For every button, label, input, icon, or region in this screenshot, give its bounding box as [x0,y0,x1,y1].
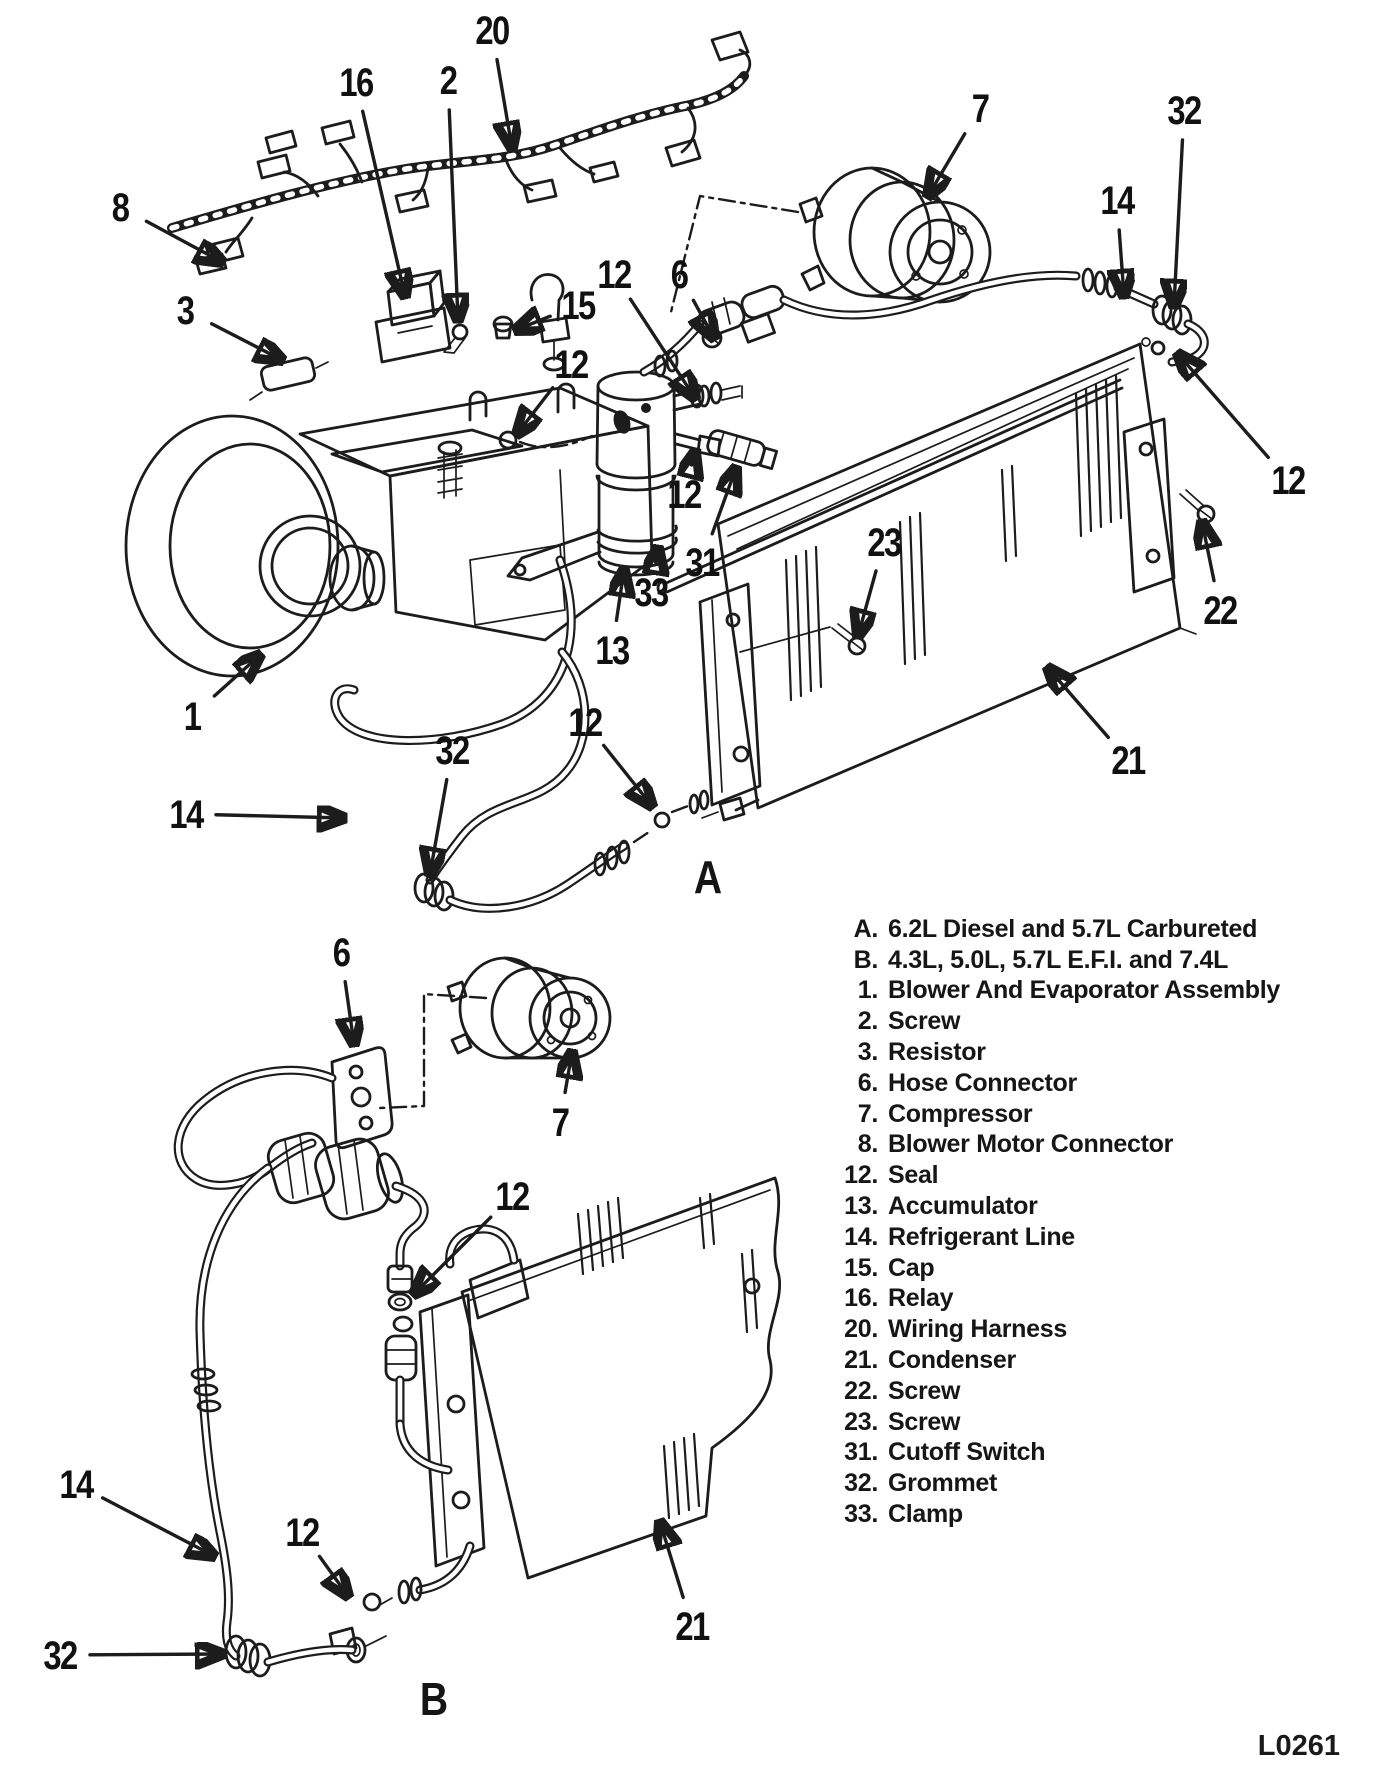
callout-12-label: 12 [554,341,588,387]
callout-12 [285,1510,348,1596]
legend-item-20 [788,1314,1280,1345]
callout-12-label: 12 [597,251,631,297]
legend-item-7 [788,1099,1280,1130]
callout-8-label: 8 [111,184,129,230]
callout-2-arrow [449,110,458,320]
legend-item-23 [788,1407,1280,1438]
legend-item-number: 33. [844,1500,878,1529]
callout-14-arrow [103,1498,214,1556]
figure-code: L0261 [1257,1730,1340,1762]
legend-item-number: 14. [844,1222,878,1251]
callout-21-arrow [660,1522,683,1597]
callout-12-arrow [692,452,695,465]
legend-item-label: Condenser [888,1346,1016,1375]
legend-item-12 [788,1160,1280,1191]
legend-item-number: 13. [844,1192,878,1221]
lower-line-a-drawing [415,652,708,910]
section-label-a: A [693,851,723,903]
legend-item-15 [788,1253,1280,1284]
callout-1-label: 1 [183,693,201,739]
callout-12-arrow [604,745,652,806]
screw-22-drawing [1180,490,1214,522]
compressor-b-drawing [380,958,610,1108]
callout-6 [671,252,714,338]
legend-item-number: 21. [844,1346,878,1375]
legend-item-number: 3. [857,1038,878,1067]
callout-3 [177,288,282,360]
stud-spring-drawing [438,442,462,498]
legend-item-label: Cap [888,1253,935,1282]
callout-12-label: 12 [1271,457,1305,503]
legend-item-label: Accumulator [888,1192,1038,1221]
legend-item-6 [788,1068,1280,1099]
legend-item-label: Screw [888,1007,961,1036]
callout-14-label: 14 [59,1461,93,1507]
legend-item-21 [788,1345,1280,1376]
callout-12 [517,342,588,434]
callout-32 [43,1633,222,1678]
legend-item-label: Refrigerant Line [888,1222,1075,1251]
callout-31-arrow [712,468,736,534]
callout-6-label: 6 [670,251,688,297]
legend-item-label: Compressor [888,1099,1033,1128]
callout-15-label: 15 [561,282,595,328]
callout-12 [1178,354,1305,503]
legend-item-label: Grommet [888,1469,998,1498]
callout-6 [333,930,354,1044]
callout-12-label: 12 [568,699,602,745]
legend-item-label: Resistor [888,1038,986,1067]
callout-14 [59,1462,214,1556]
callout-13-arrow [616,570,624,620]
callout-20 [475,8,512,148]
callout-7-arrow [928,134,965,196]
callout-7-label: 7 [551,1099,569,1145]
callout-3-arrow [212,324,282,360]
callout-12-arrow [414,1217,491,1294]
callout-14-label: 14 [169,791,203,837]
legend-item-number: 23. [844,1407,878,1436]
legend-item-14 [788,1222,1280,1253]
section-label-b: B [419,1673,449,1725]
legend-item-label: Clamp [888,1500,963,1529]
cutoff-switch-drawing [706,429,778,471]
callout-6-arrow [345,982,354,1044]
callout-33-label: 33 [634,569,668,615]
callout-22-label: 22 [1203,587,1237,633]
callout-15-arrow [516,316,550,330]
callout-13 [595,570,630,673]
legend-item-label: Hose Connector [888,1068,1077,1097]
legend-item-number: 20. [844,1315,878,1344]
legend-item-number: 32. [844,1469,878,1498]
legend-item-number: 7. [857,1099,878,1128]
legend-item-label: Wiring Harness [888,1315,1067,1344]
legend-item-31 [788,1438,1280,1469]
callout-32-arrow [90,1654,222,1655]
callout-31-label: 31 [685,539,719,585]
callout-20-label: 20 [475,7,509,53]
callout-7 [928,86,989,196]
callout-32-label: 32 [435,727,469,773]
callout-32-label: 32 [1167,87,1201,133]
callout-32 [1167,88,1201,306]
callout-21-arrow [1048,668,1108,737]
legend-item-2 [788,1006,1280,1037]
legend-item-number: B. [853,945,878,974]
callout-21 [660,1522,710,1649]
callout-7-label: 7 [971,85,989,131]
callout-14-arrow [216,815,344,818]
legend-item-number: 1. [857,976,878,1005]
callout-23 [858,520,902,636]
callout-12-label: 12 [495,1173,529,1219]
legend-item-number: A. [853,914,878,943]
callout-12-arrow [1178,354,1268,457]
legend-item-32 [788,1468,1280,1499]
legend-item-A [788,914,1280,945]
legend-item-33 [788,1499,1280,1530]
upper-hoses-drawing [644,269,1204,407]
legend-item-label: Cutoff Switch [888,1438,1046,1467]
callout-23-label: 23 [867,519,901,565]
legend-item-number: 15. [844,1253,878,1282]
legend-item-number: 6. [857,1068,878,1097]
legend-item-number: 8. [857,1130,878,1159]
parts-legend [788,914,1280,1530]
legend-item-B [788,945,1280,976]
callout-22 [1202,522,1237,633]
legend-item-number: 22. [844,1376,878,1405]
legend-item-number: 31. [844,1438,878,1467]
callout-23-arrow [858,571,876,636]
callout-7 [552,1052,572,1145]
legend-item-number: 16. [844,1284,878,1313]
legend-item-8 [788,1130,1280,1161]
callout-33-arrow [656,548,658,562]
callout-13-label: 13 [595,627,629,673]
callout-12-arrow [630,299,695,398]
legend-item-label: Blower And Evaporator Assembly [888,976,1281,1005]
callout-12-label: 12 [285,1509,319,1555]
legend-item-label: Relay [888,1284,954,1313]
legend-item-label: Screw [888,1376,961,1405]
callout-12 [667,452,701,517]
legend-item-label: 4.3L, 5.0L, 5.7L E.F.I. and 7.4L [888,945,1229,974]
callout-32-arrow [1174,140,1182,306]
callout-16-label: 16 [339,59,373,105]
callout-8 [112,185,222,262]
legend-item-3 [788,1037,1280,1068]
line-14-b-drawing [192,1168,352,1676]
resistor-drawing [250,356,328,400]
legend-item-label: 6.2L Diesel and 5.7L Carbureted [888,914,1258,943]
callout-14 [169,792,344,837]
callout-3-label: 3 [176,287,194,333]
callout-15 [516,283,596,330]
callout-21-label: 21 [675,1603,709,1649]
legend-item-1 [788,976,1280,1007]
callout-22-arrow [1202,522,1214,581]
hose-connector-a-drawing [695,284,787,347]
cap-drawing [494,317,512,338]
callout-12-label: 12 [667,471,701,517]
relay-drawing [376,271,450,362]
legend-item-label: Blower Motor Connector [888,1130,1174,1159]
legend-item-label: Screw [888,1407,961,1436]
callout-12-arrow [320,1556,348,1596]
callout-6-label: 6 [332,929,350,975]
legend-item-13 [788,1191,1280,1222]
callout-21-label: 21 [1111,737,1145,783]
callout-2-label: 2 [439,57,457,103]
legend-item-16 [788,1284,1280,1315]
legend-item-22 [788,1376,1280,1407]
legend-item-label: Seal [888,1161,939,1190]
callout-20-arrow [497,60,512,148]
legend-item-number: 2. [857,1007,878,1036]
callout-14-label: 14 [1100,177,1134,223]
callout-21 [1048,668,1146,783]
callout-32-label: 32 [43,1632,77,1678]
legend-item-number: 12. [844,1161,878,1190]
wiring-harness-drawing [172,32,750,274]
